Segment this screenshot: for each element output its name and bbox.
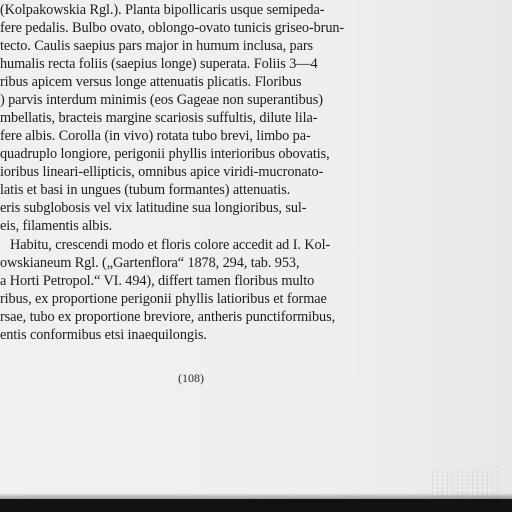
text-line: (Kolpakowskia Rgl.). Planta bipollicaris usque semipeda- — [0, 2, 325, 18]
text-line: mbellatis, bracteis margine scariosis suffultis, dilute lila- — [0, 110, 318, 126]
text-line: humalis recta foliis (saepius longe) superata. Foliis 3—4 — [0, 56, 318, 72]
text-line: latis et basi in ungues (tubum formantes) attenuatis. — [0, 182, 291, 198]
text-line: rsae, tubo ex proportione breviore, antheris punctiformibus, — [0, 309, 336, 325]
text-line: a Horti Petropol.“ VI. 494), differt tamen floribus multo — [0, 273, 315, 289]
page-number: (108) — [178, 371, 204, 385]
text-line: ioribus lineari-ellipticis, omnibus apice viridi-mucronato- — [0, 164, 324, 180]
text-line: Habitu, crescendi modo et floris colore accedit ad I. Kol- — [10, 237, 331, 253]
text-line: owskianeum Rgl. („Gartenflora“ 1878, 294, tab. 953, — [0, 255, 300, 271]
text-line: eris subglobosis vel vix latitudine sua longioribus, sul- — [0, 200, 307, 216]
text-line: ribus apicem versus longe attenuatis plicatis. Floribus — [0, 74, 302, 90]
text-line: tecto. Caulis saepius pars major in humum inclusa, pars — [0, 38, 313, 54]
scan-border — [0, 499, 512, 512]
text-line: eis, filamentis albis. — [0, 218, 113, 234]
text-line: fere albis. Corolla (in vivo) rotata tubo brevi, limbo pa- — [0, 128, 311, 144]
text-line: ) parvis interdum minimis (eos Gageae non superantibus) — [0, 92, 323, 108]
text-line: fere pedalis. Bulbo ovato, oblongo-ovato tunicis griseo-brun- — [0, 20, 345, 36]
text-line: ribus, ex proportione perigonii phyllis latioribus et formae — [0, 291, 327, 307]
text-line: entis conformibus etsi inaequilongis. — [0, 327, 207, 343]
text-line: quadruplo longiore, perigonii phyllis interioribus obovatis, — [0, 146, 330, 162]
